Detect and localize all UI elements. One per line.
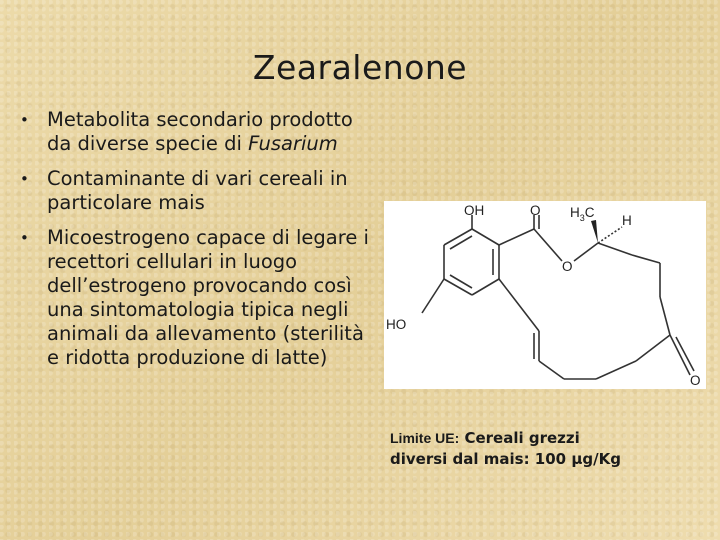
- molecule-structure-image: [384, 201, 706, 389]
- eu-limit-note: [390, 428, 710, 470]
- eu-limit-line-2: diversi dal mais: 100 µg/Kg: [390, 450, 621, 468]
- slide-title: Zearalenone: [252, 48, 468, 87]
- label-methyl: [570, 205, 595, 223]
- label-methyl-sub: 3: [579, 213, 585, 223]
- bullet-item-fusarium: [20, 108, 375, 156]
- label-methyl-h: H: [570, 205, 580, 220]
- label-o-carbonyl: O: [530, 203, 541, 218]
- label-ho: HO: [386, 317, 407, 332]
- bullet-italic-genus: Fusarium: [248, 132, 338, 155]
- benzene-ring: [444, 229, 499, 295]
- bullet-text: Metabolita secondario prodotto da diverse specie di: [47, 108, 353, 155]
- eu-limit-line-1: [390, 428, 710, 449]
- label-o-ketone: O: [690, 373, 701, 388]
- zearalenone-structure: [384, 201, 706, 389]
- bullet-item-mycoestrogen: • Micoestrogeno capace di legare i recettori cellulari in luogo dell’estrogeno provocando così una sintomatologia tipica negli animali da allevamento (sterilità e ridotta produzione di latte): [20, 226, 375, 370]
- label-h: H: [622, 213, 632, 228]
- eu-limit-label: Limite UE:: [390, 430, 460, 446]
- bullet-item-contaminant: • Contaminante di vari cereali in particolare mais: [20, 167, 375, 215]
- eu-limit-text-1: Cereali grezzi: [459, 429, 580, 447]
- bullet-list: [20, 108, 375, 381]
- label-oh-top: OH: [464, 203, 485, 218]
- label-o-ester: O: [562, 259, 573, 274]
- label-methyl-c: C: [584, 205, 595, 220]
